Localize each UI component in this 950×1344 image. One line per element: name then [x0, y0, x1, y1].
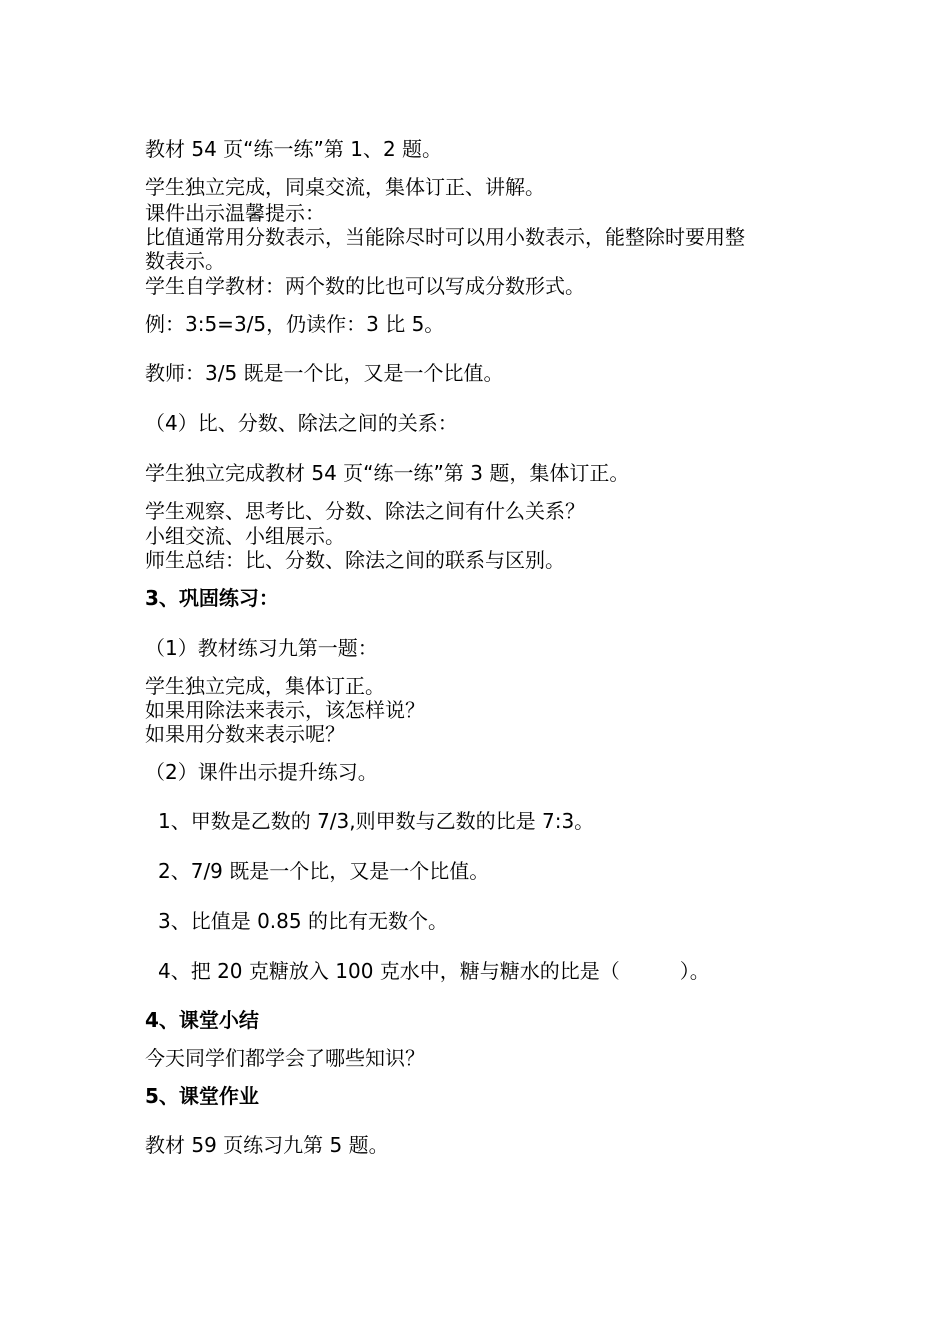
- section-heading: 5、课堂作业: [145, 1084, 259, 1108]
- paragraph-line: 学生自学教材：两个数的比也可以写成分数形式。: [145, 274, 585, 298]
- paragraph-line: 如果用分数来表示呢？: [145, 722, 345, 746]
- exercise-item: 4、把 20 克糖放入 100 克水中，糖与糖水的比是（ ）。: [158, 959, 710, 983]
- paragraph-line: （4）比、分数、除法之间的关系：: [145, 411, 458, 435]
- paragraph-line: 学生独立完成教材 54 页“练一练”第 3 题，集体订正。: [145, 461, 630, 485]
- exercise-item: 3、比值是 0.85 的比有无数个。: [158, 909, 448, 933]
- paragraph-line: 如果用除法来表示，该怎样说？: [145, 698, 425, 722]
- exercise-item: 2、7/9 既是一个比，又是一个比值。: [158, 859, 490, 883]
- paragraph-line: 课件出示温馨提示：: [145, 201, 325, 225]
- paragraph-line: 教材 54 页“练一练”第 1、2 题。: [145, 137, 443, 161]
- paragraph-line: 比值通常用分数表示，当能除尽时可以用小数表示，能整除时要用整: [145, 225, 745, 249]
- paragraph-line: 小组交流、小组展示。: [145, 524, 345, 548]
- paragraph-line: （2）课件出示提升练习。: [145, 760, 378, 784]
- paragraph-line: （1）教材练习九第一题：: [145, 636, 378, 660]
- section-heading: 3、巩固练习：: [145, 586, 279, 610]
- exercise-item: 1、甲数是乙数的 7/3,则甲数与乙数的比是 7:3。: [158, 809, 595, 833]
- section-heading: 4、课堂小结: [145, 1008, 259, 1032]
- paragraph-line: 例：3:5=3/5，仍读作：3 比 5。: [145, 312, 445, 336]
- paragraph-line: 数表示。: [145, 249, 225, 273]
- paragraph-line: 师生总结：比、分数、除法之间的联系与区别。: [145, 548, 565, 572]
- paragraph-line: 教材 59 页练习九第 5 题。: [145, 1133, 389, 1157]
- paragraph-line: 学生独立完成，同桌交流，集体订正、讲解。: [145, 175, 545, 199]
- paragraph-line: 学生独立完成，集体订正。: [145, 674, 385, 698]
- paragraph-line: 今天同学们都学会了哪些知识？: [145, 1046, 425, 1070]
- paragraph-line: 教师：3/5 既是一个比，又是一个比值。: [145, 361, 504, 385]
- paragraph-line: 学生观察、思考比、分数、除法之间有什么关系？: [145, 499, 585, 523]
